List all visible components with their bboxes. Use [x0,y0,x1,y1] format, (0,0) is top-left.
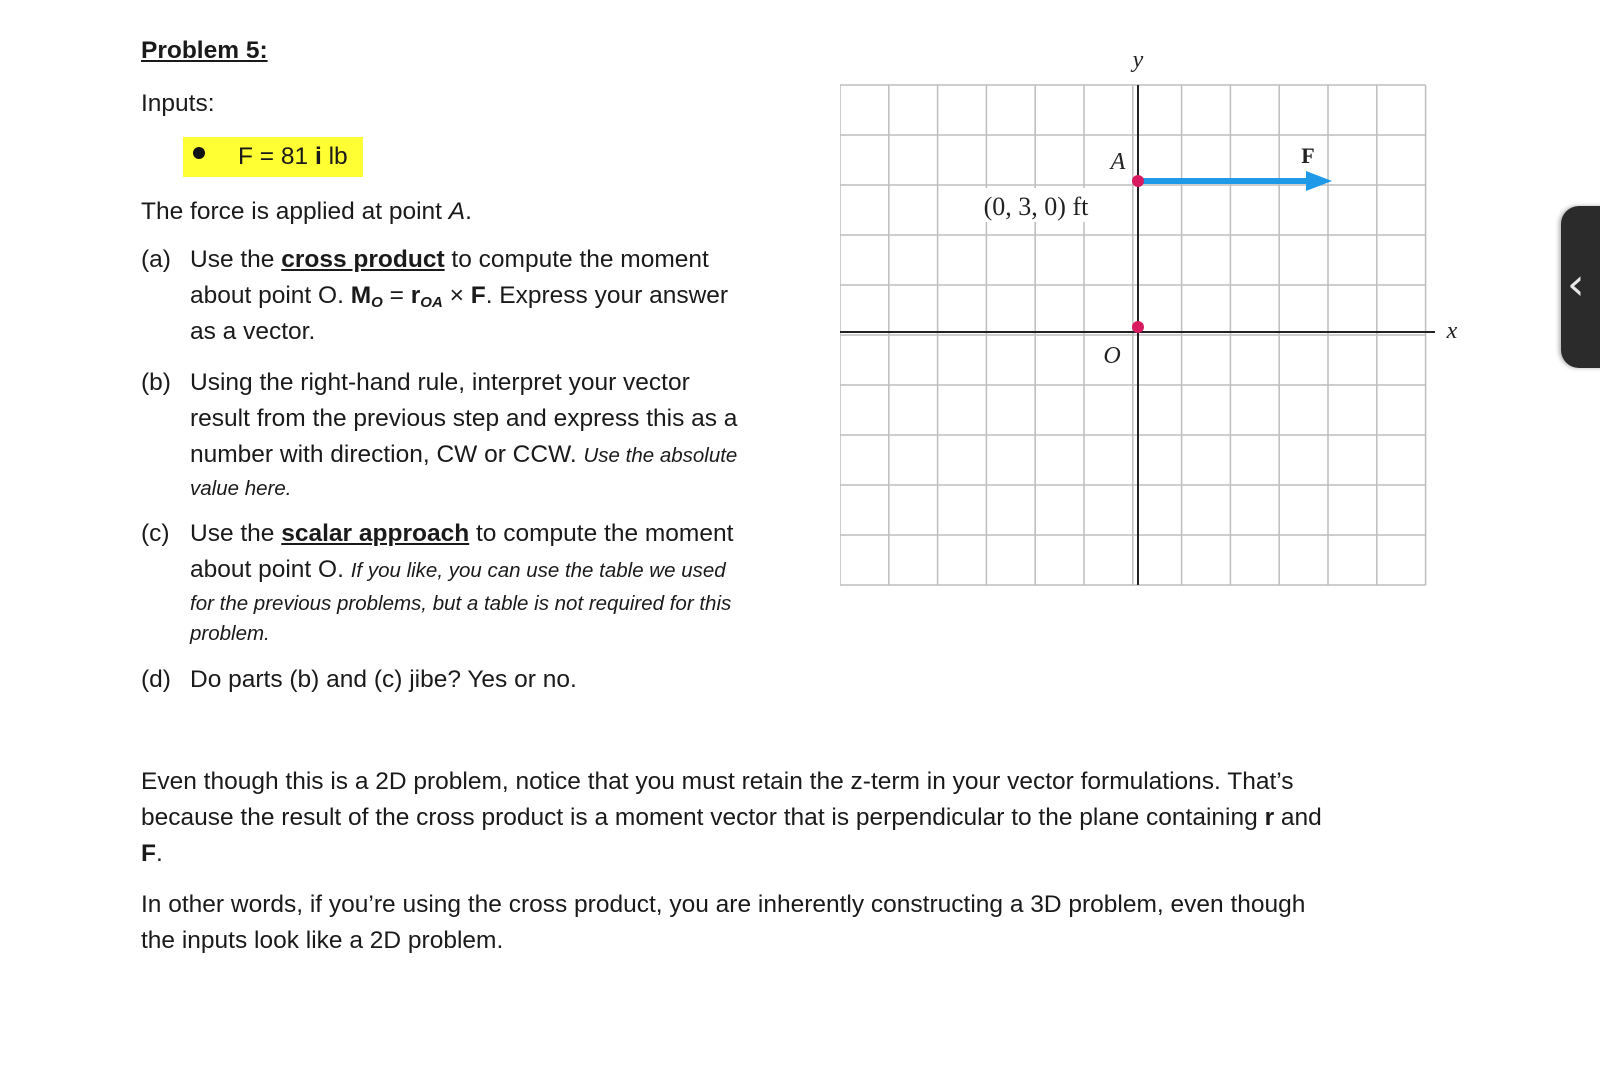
side-panel-tab[interactable] [1561,206,1600,368]
part-a-line3: as a vector. [190,318,316,345]
force-value: F = 81 [238,143,309,170]
cross-product-term: cross product [281,246,445,273]
force-input [238,139,348,175]
note-paragraph-2 [141,887,1305,959]
moment-diagram [840,45,1460,595]
point-a-coordinates: (0, 3, 0) ft [983,192,1089,221]
force-input-highlight [183,137,363,177]
point-a-label: A [1110,149,1126,175]
note-p1-line2: because the result of the cross product is a moment vector that is perpendicular to the plane containing r and [141,804,1322,831]
force-label: F [1301,143,1315,168]
part-b-note-cont: value here. [190,477,292,500]
note-p1-line3: F. [141,840,163,867]
bullet-icon [193,147,205,159]
y-axis-label: y [1132,47,1144,73]
force-unit: lb [328,143,348,170]
part-d-label: (d) [141,666,171,693]
part-c-note-line3: problem. [190,622,270,645]
grid [840,85,1426,585]
scalar-approach-term: scalar approach [281,520,470,547]
problem-title: Problem 5: [141,37,268,64]
inputs-label: Inputs: [141,90,215,117]
note-p1-line1: Even though this is a 2D problem, notice that you must retain the z-term in your vector formulations. That’s [141,768,1294,795]
part-c-note-line2: for the previous problems, but a table is not required for this [190,592,732,615]
part-a-label: (a) [141,246,171,273]
part-c-label: (c) [141,520,170,547]
part-a-line2: about point O. $M_O = r_{OA} \times F$. Express your answer [190,282,729,311]
part-b-line2: result from the previous step and express this as a [190,405,738,432]
x-axis-label: x [1446,318,1458,344]
applied-at-text: The force is applied at point A. [141,198,472,225]
part-b-note: Use the absolute [583,444,738,467]
part-d-text: Do parts (b) and (c) jibe? Yes or no. [190,666,577,693]
part-c-line2: about point O. If you like, you can use the table we used [190,556,726,583]
part-a-line1: Use the cross product to compute the moment [190,246,709,273]
chevron-left-icon: ‹ [1567,259,1585,310]
part-b-line1: Using the right-hand rule, interpret your vector [190,369,690,396]
force-unit-vector: i [314,143,322,170]
note-p2-line2: the inputs look like a 2D problem. [141,927,504,954]
point-a-marker [1132,175,1144,187]
point-o-marker [1132,321,1144,333]
note-paragraph-1 [141,764,1322,872]
note-p2-line1: In other words, if you’re using the cross product, you are inherently constructing a 3D problem, even though [141,891,1306,918]
part-c-line1: Use the scalar approach to compute the moment [190,520,734,547]
applied-point: A [448,198,466,225]
part-c-note: If you like, you can use the table we used [350,559,726,582]
point-o-label: O [1103,343,1121,369]
part-b-label: (b) [141,369,171,396]
part-b-line3: number with direction, CW or CCW. Use the absolute [190,441,738,468]
